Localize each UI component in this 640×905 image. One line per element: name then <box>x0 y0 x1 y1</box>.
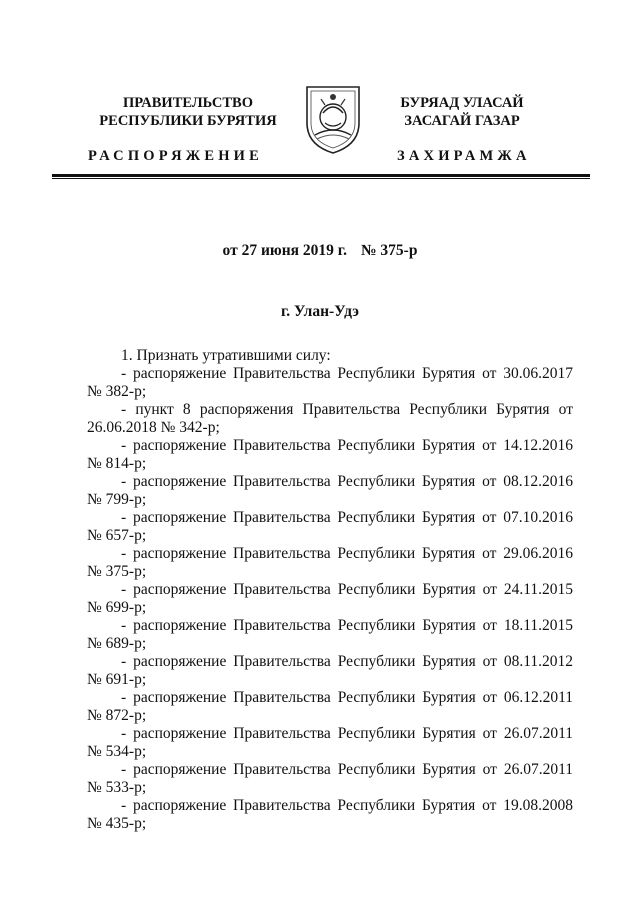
list-item: - распоряжение Правительства Республики Бурятия от 18.11.2015 № 689-р; <box>87 617 573 652</box>
list-item: - распоряжение Правительства Республики Бурятия от 30.06.2017 № 382-р; <box>87 365 573 400</box>
header-left <box>98 94 278 130</box>
document-city: г. Улан-Удэ <box>280 303 359 320</box>
header-divider-thick <box>52 174 590 177</box>
list-item: - распоряжение Правительства Республики Бурятия от 14.12.2016 № 814-р; <box>87 437 573 472</box>
header-left-line2: РЕСПУБЛИКИ БУРЯТИЯ <box>99 113 277 129</box>
document-body <box>87 347 573 833</box>
header-divider-thin <box>52 178 590 179</box>
list-item: - распоряжение Правительства Республики Бурятия от 26.07.2011 № 533-р; <box>87 761 573 796</box>
header-right <box>380 94 544 130</box>
list-item: - распоряжение Правительства Республики Бурятия от 19.08.2008 № 435-р; <box>87 797 573 832</box>
header-left-line1: ПРАВИТЕЛЬСТВО <box>123 95 253 111</box>
header-right-line2: ЗАСАГАЙ ГАЗАР <box>404 113 520 129</box>
document-date-number <box>0 242 640 260</box>
document-date: от 27 июня 2019 г. <box>222 242 347 259</box>
doc-type-left: РАСПОРЯЖЕНИЕ <box>88 148 264 164</box>
list-item: - распоряжение Правительства Республики Бурятия от 08.12.2016 № 799-р; <box>87 473 573 508</box>
list-item: - распоряжение Правительства Республики Бурятия от 06.12.2011 № 872-р; <box>87 689 573 724</box>
list-item: - распоряжение Правительства Республики Бурятия от 24.11.2015 № 699-р; <box>87 581 573 616</box>
doc-type-right: ЗАХИРАМЖА <box>397 148 531 164</box>
list-item: - распоряжение Правительства Республики Бурятия от 07.10.2016 № 657-р; <box>87 509 573 544</box>
intro-paragraph: 1. Признать утратившими силу: <box>121 347 331 364</box>
list-item: - распоряжение Правительства Республики Бурятия от 29.06.2016 № 375-р; <box>87 545 573 580</box>
header-right-line1: БУРЯАД УЛАСАЙ <box>400 95 524 111</box>
list-item: - распоряжение Правительства Республики Бурятия от 08.11.2012 № 691-р; <box>87 653 573 688</box>
list-item: - пункт 8 распоряжения Правительства Республики Бурятия от 26.06.2018 № 342-р; <box>87 401 573 436</box>
list-item: - распоряжение Правительства Республики Бурятия от 26.07.2011 № 534-р; <box>87 725 573 760</box>
coat-of-arms-icon <box>301 79 365 155</box>
document-number: № 375-р <box>360 242 418 259</box>
